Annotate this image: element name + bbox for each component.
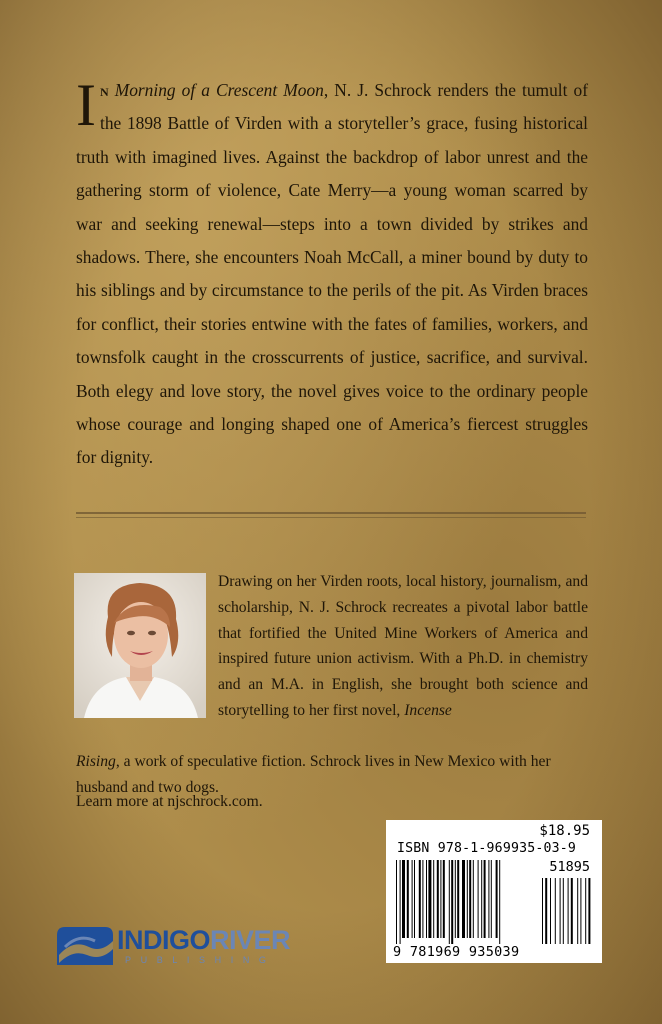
barcode-bar [396,860,397,944]
author-website: Learn more at njschrock.com. [76,793,263,810]
barcode-bar [400,860,401,944]
publisher-logo-icon [55,925,115,967]
barcode-addon-bar [571,878,573,944]
barcode-addon-bar [550,878,551,944]
book-title: Morning of a Crescent Moon [114,80,324,100]
barcode-addon-bar [555,878,556,944]
barcode-bar [496,860,498,938]
previous-book-title: Incense [404,701,452,719]
barcode-bar [457,860,459,938]
barcode-bar [449,860,450,944]
description-text: , N. J. Schrock renders the tumult of the 1898 Battle of Virden with a storyteller’s grace, fusing historical truth with imagined lives. Against the backdrop of labor unrest and the gathering storm of violence, Cate Merry—a young woman scarred by war and seeking renewal—steps into a town divided by strikes and shadows. There, she encounters Noah McCall, a miner bound by duty to his siblings and by circumstance to the perils of the pit. As Virden braces for conflict, their stories entwine with the fates of families, workers, and townsfolk caught in the crosscurrents of justice, sacrifice, and survival. Both elegy and love story, the novel gives voice to the ordinary people whose courage and longing shaped one of America’s fiercest struggles for dignity. [76,80,588,468]
book-description [76,74,588,475]
barcode-bar [422,860,423,938]
section-divider [76,512,586,518]
barcode-bar [433,860,434,938]
barcode-bar [488,860,489,938]
barcode-bar [407,860,409,938]
drop-cap: I [76,72,96,138]
publisher-subtitle: PUBLISHING [125,955,276,965]
barcode-addon-bar [560,878,561,944]
barcode-addon-bar [545,878,547,944]
publisher-logo [55,925,291,970]
barcode-bar [402,860,405,938]
barcode-bar [437,860,439,938]
barcode-bar [440,860,441,938]
isbn-label: ISBN 978-1-969935-03-9 [397,841,577,856]
barcode-bar [455,860,456,938]
drop-cap-continuation: n [99,80,109,100]
barcode-bar [491,860,492,938]
barcode-addon-bar [563,878,564,944]
barcode-bar [419,860,421,938]
barcode-bar [428,860,431,938]
isbn-barcode [386,820,602,963]
barcode-bar [462,860,465,938]
barcode-bar [443,860,445,938]
previous-book-title-continued: Rising [76,753,116,770]
author-bio [218,569,588,724]
barcode-bar [469,860,471,938]
barcode-bar [499,860,500,944]
barcode-addon-bar [577,878,578,944]
barcode-addon-bar [542,878,543,944]
barcode-bar [484,860,486,938]
price-label: $18.95 [539,823,590,839]
publisher-name: INDIGORIVER [117,925,291,955]
author-bio-text: Drawing on her Virden roots, local history, journalism, and scholarship, N. J. Schrock recreates a pivotal labor battle that fortified the United Mine Workers of America and inspired future union activism. With a Ph.D. in chemistry and an M.A. in English, she brought both science and storytelling to her first novel, [218,573,588,719]
price-addon-digits: 51895 [549,859,590,875]
barcode-bars [392,860,598,946]
barcode-bar [451,860,453,944]
barcode-addon-bar [580,878,581,944]
author-photo [74,573,206,718]
barcode-bar [426,860,427,938]
barcode-bar [473,860,474,938]
barcode-bar [467,860,468,938]
isbn-digits: 9 781969 935039 [393,944,520,960]
barcode-bar [414,860,415,938]
barcode-bar [478,860,479,938]
barcode-addon-bar [568,878,569,944]
barcode-addon-bar [585,878,586,944]
barcode-bar [412,860,413,938]
barcode-bar [481,860,482,938]
author-bio-text-continued: , a work of speculative fiction. Schrock lives in New Mexico with her husband and two dogs. [76,753,551,796]
barcode-addon-bar [588,878,590,944]
